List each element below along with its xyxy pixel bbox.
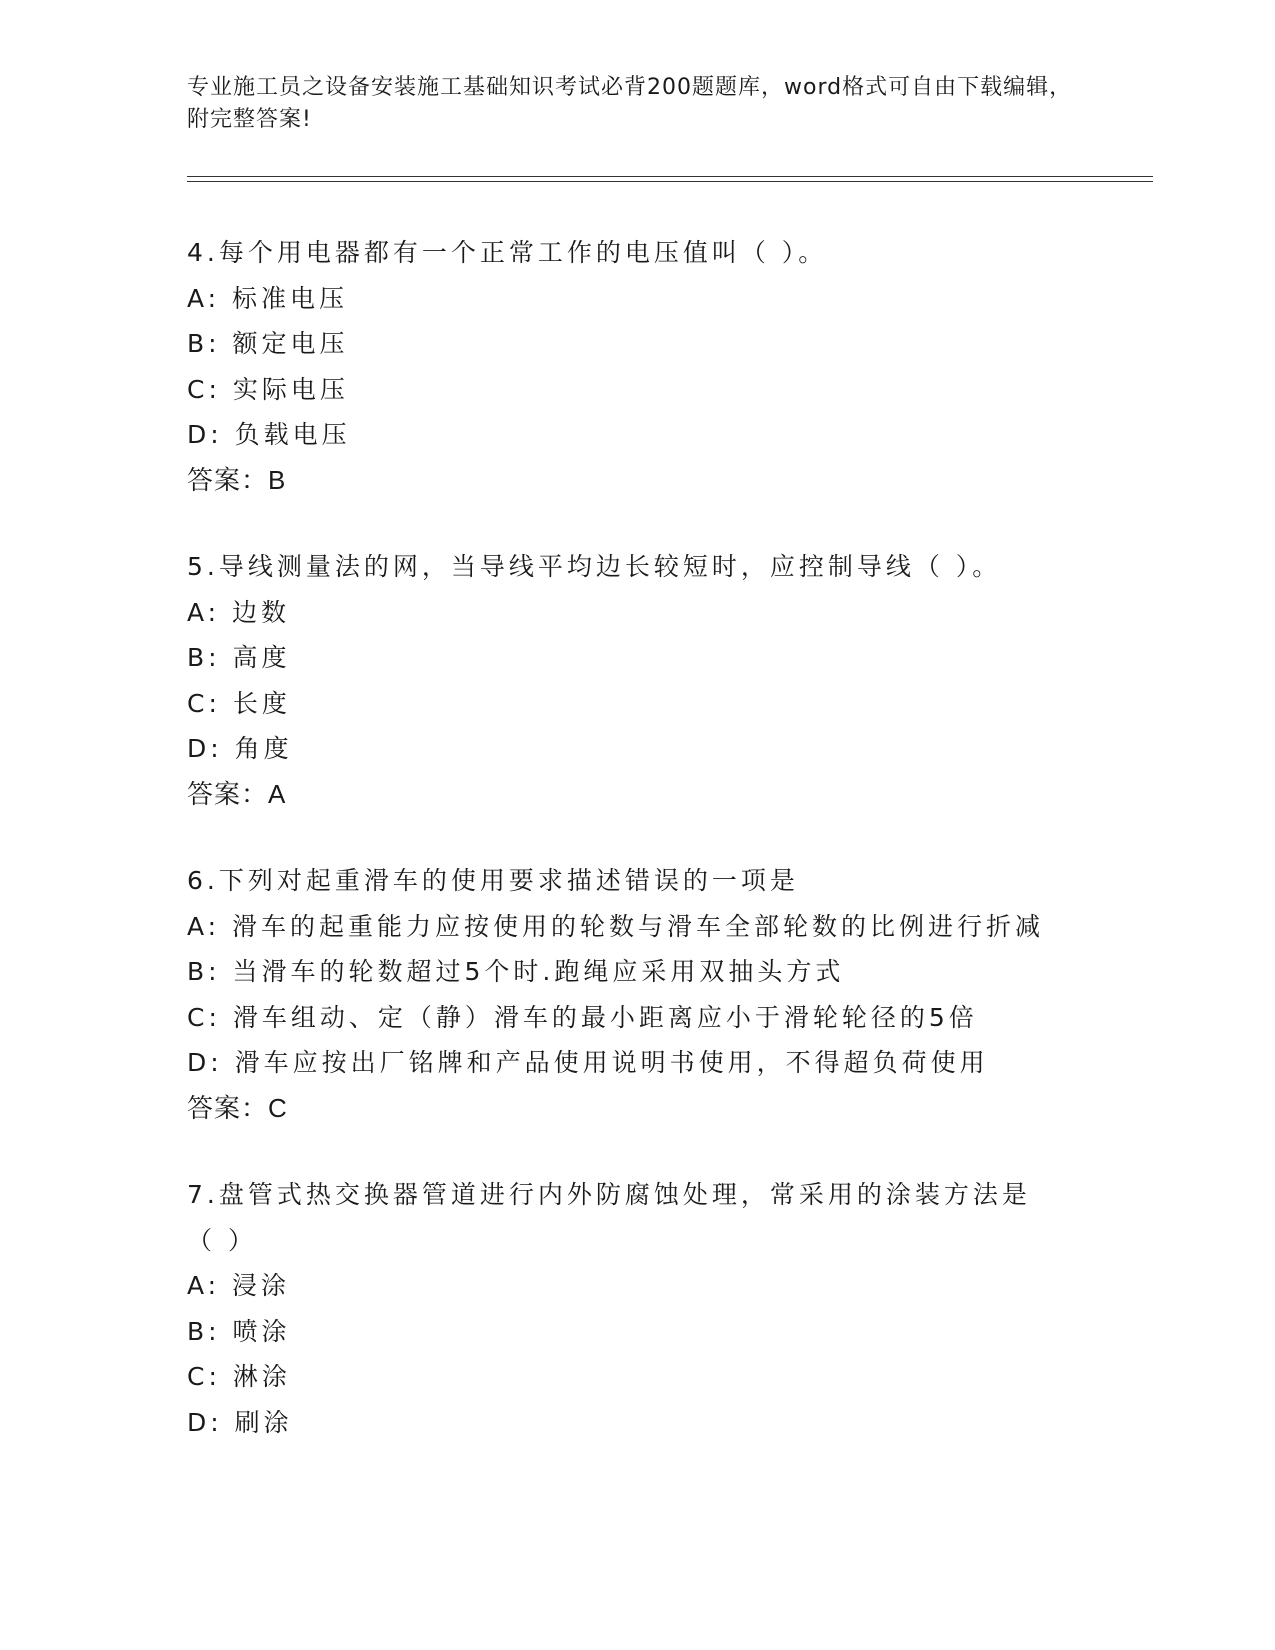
option-d: D: 刷涂 <box>187 1407 293 1437</box>
option-c: C: 滑车组动、定（静）滑车的最小距离应小于滑轮轮径的5倍 <box>187 1002 978 1032</box>
option-a: A: 标准电压 <box>187 283 349 313</box>
option-b: B: 额定电压 <box>187 329 349 358</box>
option-d: D: 滑车应按出厂铭牌和产品使用说明书使用，不得超负荷使用 <box>187 1048 989 1077</box>
question-4 <box>187 230 1087 503</box>
option-b: B: 当滑车的轮数超过5个时.跑绳应采用双抽头方式 <box>187 957 845 986</box>
answer-label: 答案：B <box>187 464 287 495</box>
option-a: A: 滑车的起重能力应按使用的轮数与滑车全部轮数的比例进行折减 <box>187 911 1045 941</box>
question-6 <box>187 858 1087 1131</box>
question-stem: 7.盘管式热交换器管道进行内外防腐蚀处理，常采用的涂装方法是（ ） <box>187 1180 1031 1255</box>
option-d: D: 角度 <box>187 734 293 763</box>
question-list <box>187 230 1087 1486</box>
option-b: B: 喷涂 <box>187 1316 291 1346</box>
option-d: D: 负载电压 <box>187 420 351 449</box>
header-divider-bottom <box>187 181 1153 182</box>
answer-label: 答案：A <box>187 778 287 809</box>
option-b: B: 高度 <box>187 643 291 672</box>
option-c: C: 长度 <box>187 688 291 718</box>
question-stem: 4.每个用电器都有一个正常工作的电压值叫（ ）。 <box>187 238 828 267</box>
option-c: C: 实际电压 <box>187 374 349 404</box>
document-header: 专业施工员之设备安装施工基础知识考试必背200题题库，word格式可自由下载编辑，附完整答案! <box>187 75 1073 132</box>
option-c: C: 淋涂 <box>187 1362 291 1391</box>
question-stem: 6.下列对起重滑车的使用要求描述错误的一项是 <box>187 866 799 895</box>
header-divider-top <box>187 176 1153 177</box>
option-a: A: 边数 <box>187 597 291 627</box>
option-a: A: 浸涂 <box>187 1271 291 1300</box>
question-7 <box>187 1172 1087 1445</box>
question-5 <box>187 544 1087 817</box>
question-stem: 5.导线测量法的网，当导线平均边长较短时，应控制导线（ ）。 <box>187 552 1002 581</box>
answer-label: 答案：C <box>187 1092 288 1123</box>
